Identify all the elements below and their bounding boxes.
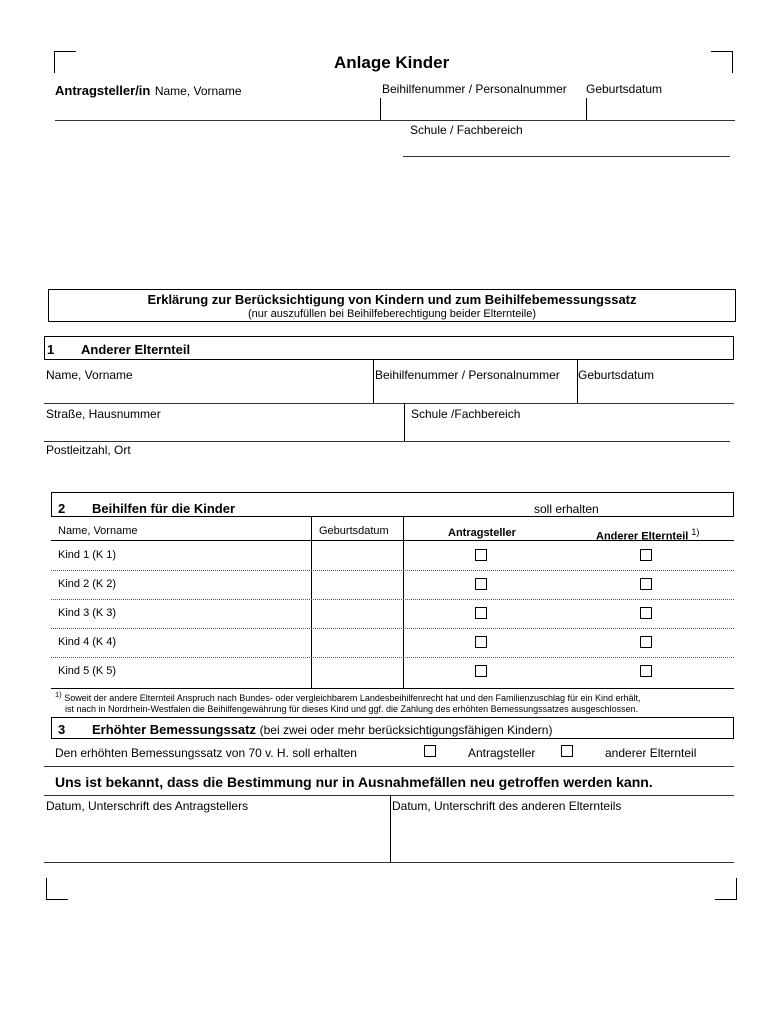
section1-divider-2	[577, 360, 578, 403]
child-birthdate-field[interactable]	[314, 543, 400, 567]
declaration-subtitle: (nur auszufüllen bei Beihilfeberechtigung beider Elternteile)	[247, 308, 536, 320]
signature-applicant-label: Datum, Unterschrift des Antragstellers	[46, 799, 249, 813]
section3-title-wrap	[92, 722, 552, 737]
signature-top-line	[44, 795, 734, 796]
header-divider-2	[586, 98, 587, 120]
applicant-heading	[55, 82, 242, 100]
footnote-text-1: Soweit der andere Elternteil Anspruch nach Bundes- oder vergleichbarem Landesbeihilfenrecht hat und den Familienzuschlag für ein Kind erhält,	[64, 693, 641, 703]
corner-mark-bottom-right	[715, 878, 737, 900]
footnote-text-2: ist nach in Nordrhein-Westfalen die Beihilfengewährung für dieses Kind und ggf. die Zahlung des erhöhten Bemessungssatzes ausgeschlossen.	[65, 704, 639, 714]
child-birthdate-field[interactable]	[314, 601, 400, 625]
col-name-header: Name, Vorname	[58, 525, 138, 537]
child-row-label: Kind 5 (K 5)	[58, 665, 117, 677]
section2-number: 2	[58, 501, 66, 516]
table-header-line	[51, 540, 734, 541]
child-birthdate-field[interactable]	[314, 659, 400, 683]
child-other-parent-checkbox[interactable]	[640, 578, 652, 590]
section1-birthdate-label: Geburtsdatum	[578, 368, 655, 382]
section3-title-note: (bei zwei oder mehr berücksichtigungsfähigen Kindern)	[259, 723, 553, 737]
school-label: Schule / Fachbereich	[410, 123, 523, 137]
child-name-field[interactable]	[140, 601, 308, 625]
applicant-label: Antragsteller/in	[55, 83, 151, 98]
form-title: Anlage Kinder	[334, 53, 450, 72]
col-other-note: 1)	[691, 527, 700, 537]
row-divider	[51, 570, 734, 571]
section3-applicant-checkbox[interactable]	[424, 745, 436, 757]
child-applicant-checkbox[interactable]	[475, 549, 487, 561]
section3-number: 3	[58, 722, 66, 737]
row-divider	[51, 599, 734, 600]
section1-postal-label: Postleitzahl, Ort	[46, 443, 131, 457]
child-other-parent-checkbox[interactable]	[640, 665, 652, 677]
signature-other-label: Datum, Unterschrift des anderen Elternteils	[392, 799, 622, 813]
corner-mark-top-left	[54, 51, 76, 73]
col-other-label: Anderer Elternteil	[596, 530, 689, 543]
table-col-divider-2	[403, 517, 404, 688]
applicant-field-line[interactable]	[55, 120, 735, 121]
section1-school-label: Schule /Fachbereich	[411, 407, 521, 421]
section1-divider-1	[373, 360, 374, 403]
col-birth-header: Geburtsdatum	[319, 525, 389, 537]
section1-name-line[interactable]	[44, 403, 734, 404]
closing-notice: Uns ist bekannt, dass die Bestimmung nur in Ausnahmefällen neu getroffen werden kann.	[55, 774, 653, 790]
child-applicant-checkbox[interactable]	[475, 607, 487, 619]
applicant-name-label: Name, Vorname	[154, 84, 242, 98]
footnote-mark: 1)	[55, 690, 62, 699]
col-applicant-header: Antragsteller	[448, 527, 516, 539]
declaration-title: Erklärung zur Berücksichtigung von Kindern und zum Beihilfebemessungssatz	[147, 292, 637, 307]
child-name-field[interactable]	[140, 543, 308, 567]
section1-name-label: Name, Vorname	[46, 368, 133, 382]
child-row-label: Kind 3 (K 3)	[58, 607, 117, 619]
section1-street-line[interactable]	[44, 441, 730, 442]
child-other-parent-checkbox[interactable]	[640, 636, 652, 648]
child-row-label: Kind 1 (K 1)	[58, 549, 117, 561]
child-birthdate-field[interactable]	[314, 630, 400, 654]
section3-option-applicant: Antragsteller	[468, 746, 536, 760]
section2-title: Beihilfen für die Kinder	[92, 501, 236, 516]
section1-number: 1	[47, 342, 55, 357]
table-col-divider-1	[311, 517, 312, 688]
section1-divider-3	[404, 403, 405, 441]
row-divider	[51, 657, 734, 658]
declaration-box	[48, 289, 736, 322]
section1-street-label: Straße, Hausnummer	[46, 407, 161, 421]
section3-option-other: anderer Elternteil	[605, 746, 697, 760]
section1-header	[44, 336, 734, 360]
header-divider-1	[380, 98, 381, 120]
footnote	[55, 689, 740, 715]
section3-header	[51, 717, 734, 739]
child-other-parent-checkbox[interactable]	[640, 607, 652, 619]
section3-other-checkbox[interactable]	[561, 745, 573, 757]
section1-title: Anderer Elternteil	[81, 342, 191, 357]
beihilfe-number-label: Beihilfenummer / Personalnummer	[382, 82, 567, 96]
school-field-line[interactable]	[403, 156, 730, 157]
row-divider	[51, 628, 734, 629]
section2-soll-label: soll erhalten	[534, 502, 599, 516]
footnote-line-1	[55, 689, 740, 704]
corner-mark-top-right	[711, 51, 733, 73]
section3-statement: Den erhöhten Bemessungssatz von 70 v. H. soll erhalten	[55, 746, 357, 760]
child-row-label: Kind 4 (K 4)	[58, 636, 117, 648]
child-name-field[interactable]	[140, 630, 308, 654]
footnote-line-2	[55, 704, 740, 715]
section3-title: Erhöhter Bemessungssatz	[92, 722, 256, 737]
section2-header	[51, 492, 734, 517]
child-name-field[interactable]	[140, 572, 308, 596]
signature-divider	[390, 795, 391, 862]
section3-bottom-line	[44, 766, 734, 767]
child-applicant-checkbox[interactable]	[475, 578, 487, 590]
child-birthdate-field[interactable]	[314, 572, 400, 596]
birthdate-label: Geburtsdatum	[586, 82, 663, 96]
child-applicant-checkbox[interactable]	[475, 665, 487, 677]
section1-beihilfe-label: Beihilfenummer / Personalnummer	[375, 368, 560, 382]
signature-field-line[interactable]	[44, 862, 734, 863]
child-applicant-checkbox[interactable]	[475, 636, 487, 648]
child-name-field[interactable]	[140, 659, 308, 683]
child-row-label: Kind 2 (K 2)	[58, 578, 117, 590]
child-other-parent-checkbox[interactable]	[640, 549, 652, 561]
corner-mark-bottom-left	[46, 878, 68, 900]
